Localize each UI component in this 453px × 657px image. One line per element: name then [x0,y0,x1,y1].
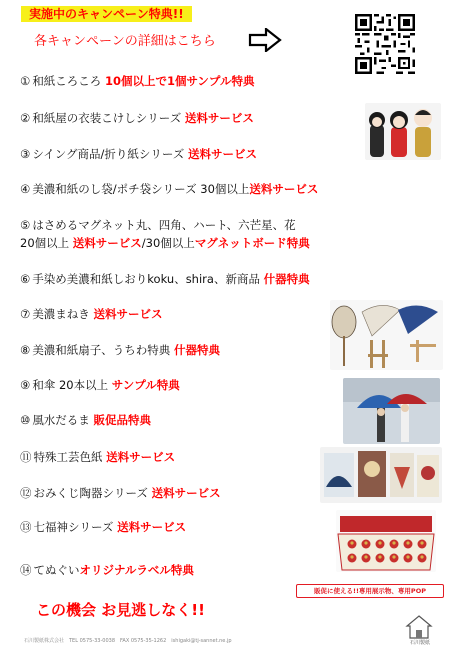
logo-label: 石川製紙 [409,640,430,646]
campaign-banner: 実施中のキャンペーン特典!! [21,6,192,22]
campaign-item: ① 和紙ころころ 10個以上で1個サンプル特典 [20,74,255,88]
campaign-item: ⑪ 特殊工芸色紙 送料サービス [20,450,176,464]
campaign-item: ③ シイング商品/折り紙シリーズ 送料サービス [20,147,257,161]
qr-code-icon[interactable] [355,14,415,74]
closing-message: この機会 お見逃しなく!! [36,601,205,619]
campaign-item: ⑧ 美濃和紙扇子、うちわ特典 什器特典 [20,343,220,357]
fans-photo [330,300,443,370]
shikishi-photo [320,447,442,503]
pop-caption: 販促に使える!!専用展示物、専用POP [296,584,444,598]
campaign-item: ⑫ おみくじ陶器シリーズ 送料サービス [20,486,221,500]
campaign-item: ⑬ 七福神シリーズ 送料サービス [20,520,187,534]
campaign-item: ⑨ 和傘 20本以上 サンプル特典 [20,378,180,392]
campaign-item: ⑭ てぬぐいオリジナルラベル特典 [20,563,194,577]
kokeshi-dolls-photo [365,103,441,160]
campaign-item: ⑥ 手染め美濃和紙しおりkoku、shira、新商品 什器特典 [20,272,310,286]
campaign-item: ④ 美濃和紙のし袋/ポチ袋シリーズ 30個以上送料サービス [20,182,319,196]
right-arrow-icon [248,28,282,52]
campaign-item: ⑤ はさめるマグネット丸、四角、ハート、六芒星、花 [20,218,296,232]
campaign-item: ② 和紙屋の衣装こけしシリーズ 送料サービス [20,111,254,125]
umbrella-photo [343,378,440,444]
campaign-details-link[interactable]: 各キャンペーンの詳細はこちら [34,34,216,49]
campaign-item: ⑩ 風水だるま 販促品特典 [20,413,151,427]
campaign-item-line2: 20個以上 送料サービス/30個以上マグネットボード特典 [20,236,310,250]
campaign-item: ⑦ 美濃まねき 送料サービス [20,307,163,321]
company-footer: 石川製紙株式会社 TEL 0575-33-0038 FAX 0575-35-1262 ishigaki@tj-sannet.ne.jp [24,638,232,644]
omikuji-display-photo [336,510,436,572]
